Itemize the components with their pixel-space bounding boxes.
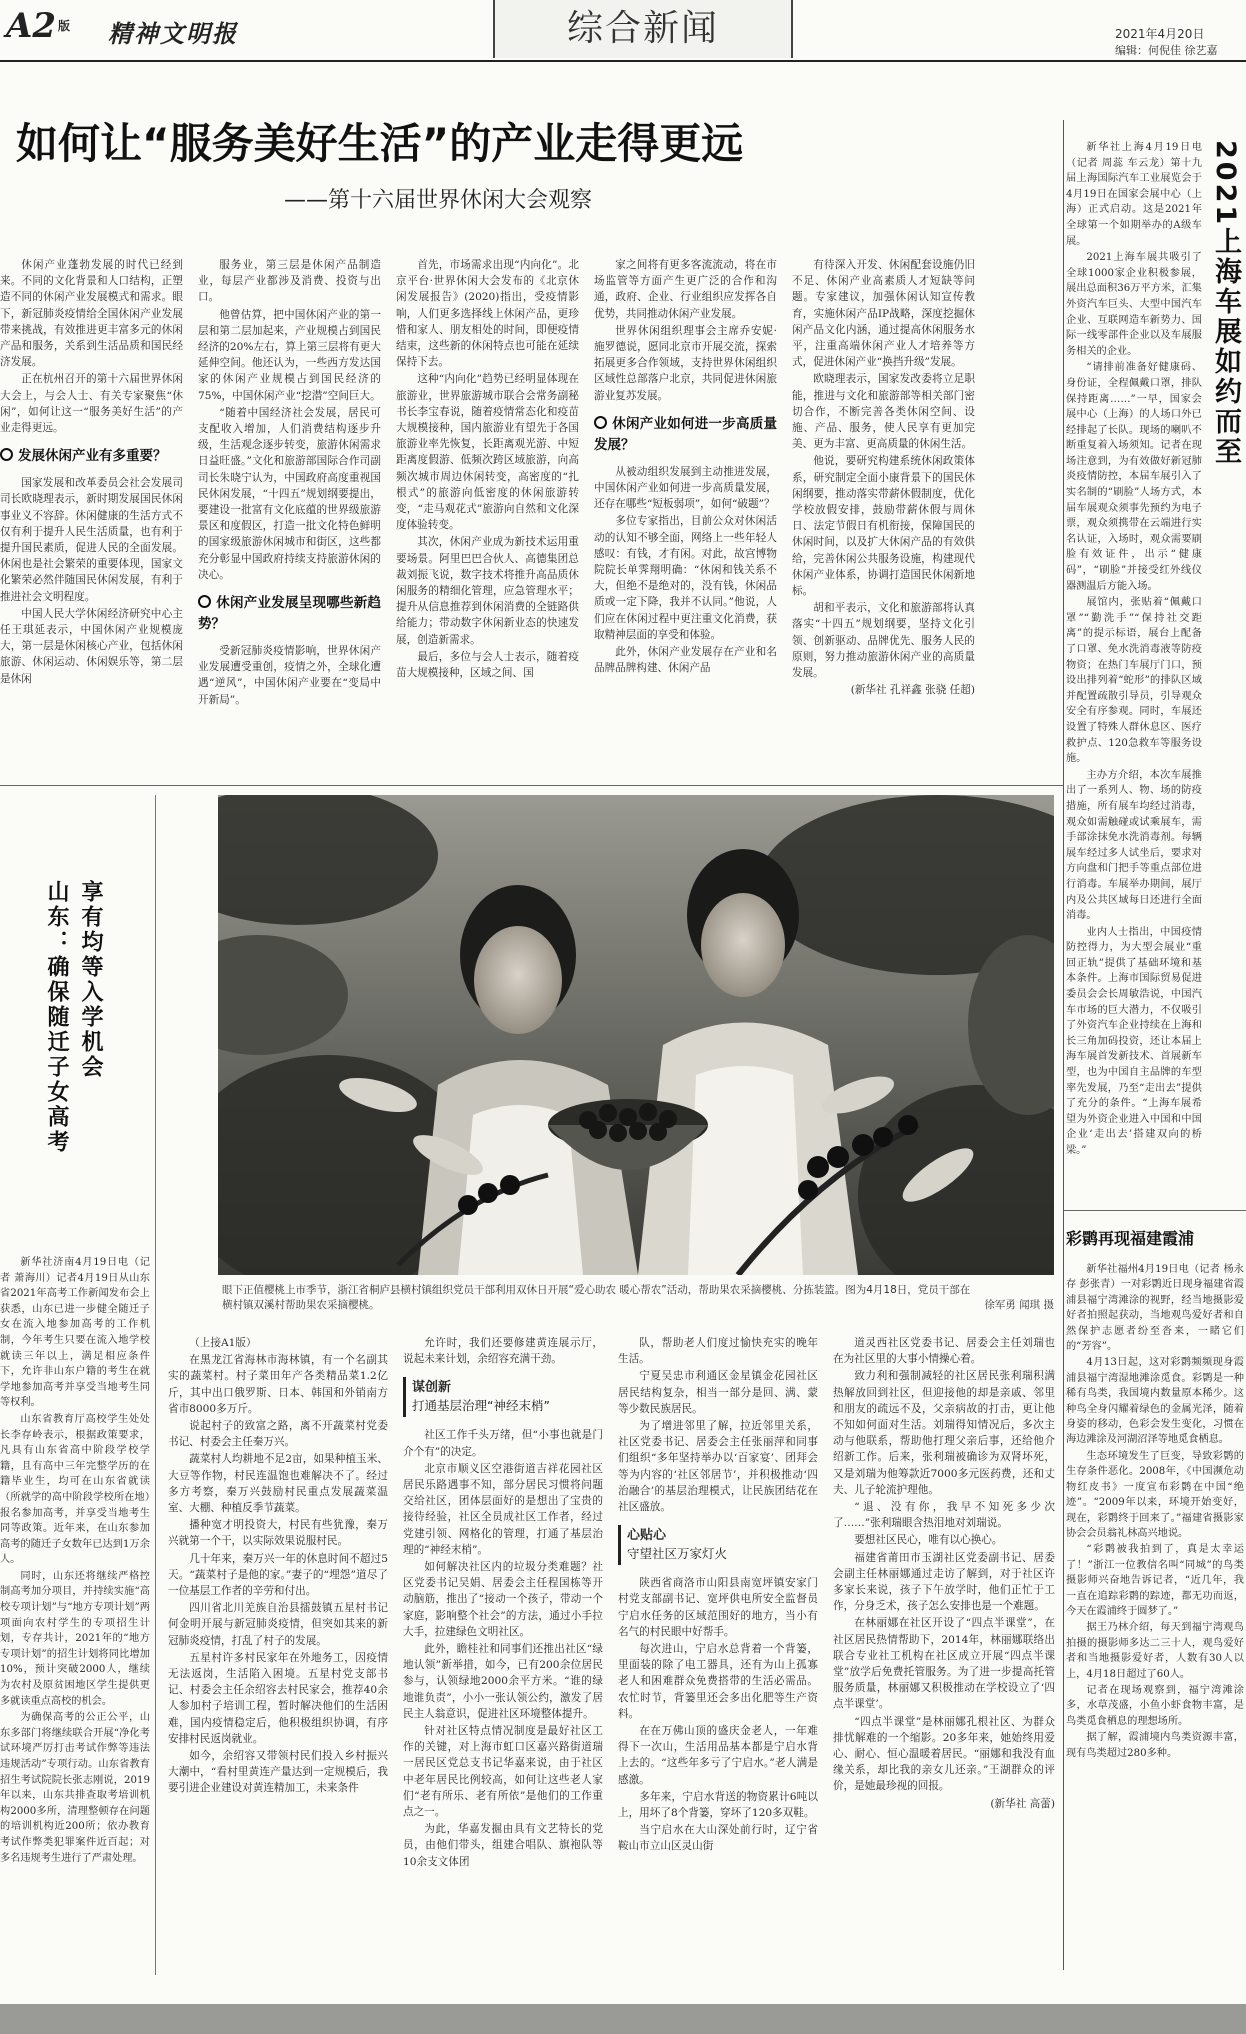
body-paragraph: 福建省莆田市玉湖社区党委副书记、居委会副主任林丽娜通过走访了解到，对于社区许多家长来说，孩子下午放学时，他们正忙于工作，分身乏术，孩子怎么安排也是一个难题。 [833,1551,1055,1613]
section-title-box [493,0,793,58]
lead-column-4 [594,257,777,777]
lower-column-4 [833,1335,1055,1985]
body-paragraph: 新华社福州4月19日电（记者 杨永存 彭张青）一对彩鹮近日现身福建省霞浦县福宁湾滩涂的视野，经当地摄影爱好者拍照起获动，当地观鸟爱好者和自然保护志愿者纷至沓来，一睹它们的“芳容”。 [1066,1264,1244,1353]
lower-sub-text-1: 打通基层治理“神经末梢” [412,1398,550,1414]
lead-bottom-rule [0,785,1063,786]
lead-column-1 [0,257,183,777]
body-paragraph: 同时，山东还将继续严格控制高考加分项目，并持续实施“高校专项计划”与“地方专项计划”两项面向农村学生的专项招生计划，专存共计，2021年的“地方专项计划”的招生计划将同比增加10%，预计突破2000人，继续为农村及原贫困地区学生提供更多就读重点高校的机会。 [0,1570,150,1707]
section-subheading: 发展休闲产业有多重要？ [0,446,183,467]
lower-byline: (新华社 高蕾) [990,1797,1055,1810]
lower-sub-label-2: 心贴心 [627,1528,667,1544]
body-paragraph: 为确保高考的公正公平，山东多部门将继续联合开展“净化考试环境严厉打击考试作弊等违法违规活动”专项行动。山东省教育招生考试院院长张志刚说，2019年以来，山东共排查取考培训机构2000多所，清理整顿存在问题的培训机构近200所；依办教育考试作弊类犯罪案件近百起；对多名违规考生进行了严肃处理。 [0,1712,150,1864]
issue-date: 2021年4月20日 [1115,27,1205,41]
body-paragraph: 新华社上海4月19日电（记者 周蕊 车云龙）第十九届上海国际汽车工业展览会于4月19日在国家会展中心（上海）正式启动。这是2021年全球第一个如期举办的A级车展。 [1066,142,1202,247]
body-paragraph: 蔬菜村人均耕地不足2亩，如果种植玉米、大豆等作物，村民连温饱也难解决不了。经过多方考察，秦万兴鼓励村民重点发展蔬菜温室、大棚、种植反季节蔬菜。 [168,1453,388,1515]
body-paragraph: 在林丽娜在社区开设了“四点半课堂”，在社区居民热情帮助下，2014年，林丽娜联络出联合专业社工机构在社区成立开展“四点半课堂”放学后免费托管服务。为了进一步提高托管服务质量，林丽娜又积极推动在学校设立了‘四点半课堂’。 [833,1617,1055,1711]
shandong-divider [155,795,156,1975]
body-paragraph: 世界休闲组织理事会主席乔安妮·施罗德说，愿同北京市开展交流，探索拓展更多合作领域，支持世界休闲组织区域性总部落户北京，共同促进休闲旅游业复苏发展。 [594,324,777,402]
editors: 编辑：何倪佳 徐艺嘉 [1115,44,1218,57]
body-paragraph: 他曾估算，把中国休闲产业的第一层和第二层加起来，产业规模占到国民经济的20%左右，算上第三层将有更大延伸空间。他还认为，一些西方发达国家的休闲产业规模占到国民经济的75%，中国休闲产业“挖潜”空间巨大。 [198,308,381,402]
body-paragraph: 受新冠肺炎疫情影响，世界休闲产业发展遭受重创，疫情之外，全球化遭遇“逆风”，中国休闲产业要在“变局中开新局”。 [198,645,381,706]
lower-sub-text-2: 守望社区万家灯火 [627,1546,728,1562]
lead-column-5 [792,257,975,777]
body-paragraph: 家之间将有更多客流流动，将在市场监管等方面产生更广泛的合作和沟通，政府、企业、行业组织应发挥各自优势，共同推动休闲产业发展。 [594,259,777,320]
bullet-ring-icon [594,416,607,429]
sidebar-divider [1063,120,1064,1970]
body-paragraph: “随着中国经济社会发展，居民可支配收入增加，人们消费结构逐步升级，生活观念逐步转变，旅游休闲需求日益旺盛。”文化和旅游部国际合作司副司长朱晓宁认为，中国政府高度重视国民休闲发展，“十四五”规划纲要提出，要建设一批富有文化底蕴的世界级旅游景区和度假区，打造一批文化特色鲜明的国家级旅游休闲城市和街区，这些都充分彰显中国政府持续支持旅游休闲的决心。 [198,406,381,581]
body-paragraph: 每次进山，宁启水总背着一个背篓，里面装的除了电工器具，还有为山上孤寡老人和困难群众免费搭带的生活必需品。农忙时节，背篓里还会多出化肥等生产资料。 [618,1643,818,1720]
body-paragraph: “退、没有你，我早不知死多少次了……”张利瑞眼含热泪地对刘瑞说。 [833,1501,1055,1530]
shandong-body [0,1255,150,1985]
body-paragraph: 如何解决社区内的垃圾分类难题？社区党委书记吴娟、居委会主任程国栋等开动脑筋，推出了“接动一个孩子，带动一个家庭，影响整个社会”的方法，通过小手拉大手，拉建绿色文明社区。 [403,1561,603,1638]
lower-column-1 [168,1335,388,1985]
photo-caption: 眼下正值樱桃上市季节，浙江省桐庐县横村镇组织党员干部利用双休日开展“爱心助农 暖心帮农”活动，帮助果农采摘樱桃、分拣装篮。图为4月18日，党员干部在横村镇双溪村帮助果农采摘樱桃。 [222,1284,971,1311]
lead-column-2 [198,257,381,777]
shandong-headline-line1: 享有均等入学机会 [78,880,103,1080]
body-paragraph: 欧晓理表示，国家发改委将立足职能，推进与文化和旅游部等相关部门密切合作，不断完善各类休闲空间、设施、产品、服务，使人民享有更加完美、更为丰富、更高质量的休闲生活。 [792,373,975,451]
body-paragraph: 当宁启水在大山深处前行时，辽宁省鞍山市立山区灵山街 [618,1824,818,1853]
sidebar-split-rule [1064,1210,1246,1211]
body-paragraph: 播种宽才明投资大，村民有些犹豫，秦万兴就第一个干，以实际效果说服村民。 [168,1519,388,1548]
body-paragraph: 业内人士指出，中国疫情防控得力，为大型会展业“重回正轨”提供了基础环境和基本条件。上海市国际贸易促进委员会会长周敏浩说，中国汽车市场的巨大潜力，不仅吸引了外资汽车企业持续在上海和长三角加码投资，还让本届上海车展首发新技术、首展新车型，也为中国自主品牌的车型率先发展，乃至“走出去”提供了充分的条件。“上海车展希望为外资企业进入中国和中国企业‘走出去’搭建双向的桥梁。” [1066,926,1202,1156]
lower-sub-head-2 [618,1525,818,1565]
body-paragraph: 为此，华嘉发掘由具有文艺特长的党员，由他们带头，组建合唱队、旗袍队等10余支文体团 [403,1823,603,1868]
bullet-ring-icon [0,448,13,461]
sidebar-bird-headline: 彩鹮再现福建霞浦 [1066,1229,1195,1248]
lower-sub-head-1 [403,1377,603,1417]
body-paragraph: 道灵西社区党委书记、居委会主任刘瑞也在为社区里的大事小情操心着。 [833,1337,1055,1366]
body-paragraph: 为了增进邻里了解，拉近邻里关系，社区党委书记、居委会主任张丽萍和同事们组织“多年坚持举办以‘百家宴’、团拜会等为内容的‘社区邻居节’，并积极推动‘四治融合’的基层治理模式，让民族团结花在社区盛放。 [618,1420,818,1514]
lower-column-2 [403,1335,603,1985]
lead-headline: 如何让“服务美好生活”的产业走得更远 [16,119,744,168]
body-paragraph: 新华社济南4月19日电（记者 萧海川）记者4月19日从山东省2021年高考工作新闻发布会上获悉，山东已进一步健全随迁子女在流入地参加高考的工作机制，今年考生只要在流入地学校就读三年以上，满足相应条件下，允许非山东户籍的考生在就学地参加高考并享受当地考生同等权利。 [0,1257,150,1409]
body-paragraph: 说起村子的致富之路，离不开蔬菜村党委书记、村委会主任秦万兴。 [168,1420,388,1449]
body-paragraph: 社区工作千头万绪，但“小事也就是门介个有”的决定。 [403,1429,603,1458]
body-paragraph: 胡和平表示，文化和旅游部将认真落实“十四五”规划纲要，坚持文化引领、创新驱动、品牌优先、服务人民的原则，努力推动旅游休闲产业的高质量发展。 [792,602,975,680]
body-paragraph: 从被动组织发展到主动推进发展，中国休闲产业如何进一步高质量发展，还存在哪些“短板弱项”，如何“破题”？ [594,465,777,511]
body-paragraph: 首先，市场需求出现“内向化”。北京平台·世界休闲大会发布的《北京休闲发展报告》(2020)指出，受疫情影响，人们更多选择线上休闲产品，更珍惜和家人、朋友相处的时间，即便疫情结束，这些新的休闲特点也可能在延续保持下去。 [396,259,579,369]
lower-column-3 [618,1335,818,1985]
body-paragraph: 陕西省商洛市山阳县南宽坪镇安家门村党支部副书记、宽坪供电所安全监督员宁启水任务的区域范围好的地方，当小有名气的村民眼中好帮手。 [618,1577,818,1638]
sidebar-auto-body [1066,140,1202,1210]
body-paragraph: 据了解，霞浦境内鸟类资源丰富，现有鸟类超过280多种。 [1066,1732,1244,1759]
body-paragraph: 其次，休闲产业成为新技术运用重要场景。阿里巴巴合伙人、高德集团总裁刘振飞说，数字技术将推升高品质休闲服务的精细化管理，应急管理水平；提升从信息推荐到休闲消费的全链路供给能力；带动数字休闲新业态的快速发展，创造新需求。 [396,536,579,646]
section-title: 综合新闻 [566,8,719,49]
body-paragraph: 4月13日起，这对彩鹮频频现身霞浦县福宁湾湿地滩涂觅食。彩鹮是一种稀有鸟类，我国境内数量原本稀少。这种鸟全身闪耀着绿色的金属光泽，随着身姿的移动，色彩会发生变化，习惯在海边滩涂及河湖沼泽等地觅食栖息。 [1066,1357,1244,1446]
body-paragraph: 四川省北川羌族自治县擂鼓镇五星村书记何金明开展与新冠肺炎疫情，但突如其来的新冠肺炎疫情，打乱了村子的发展。 [168,1602,388,1647]
lead-column-3 [396,257,579,777]
body-paragraph: 2021上海车展共吸引了全球1000家企业积极参展，展出总面积36万平方米，汇集外资汽车巨头、大型中国汽车企业、互联网造车新势力、国际一线零部件企业以及车展服务相关的企业。 [1066,252,1202,357]
body-paragraph: 针对社区特点情况制度是最好社区工作的关键，对上海市虹口区嘉兴路街道瑞一居民区党总支书记华嘉来说，由于社区中老年居民比例较高，如何让这些老人家们“老有所乐、老有所依”是他们的工作重点之一。 [403,1725,603,1819]
body-paragraph: 展馆内，张贴着“佩戴口罩”“勤洗手”“保持社交距离”的提示标语，展台上配备了口罩、免水洗消毒液等防疫物资；在热门车展厅门口，预设出排列着“蛇形”的排队区域并配置疏散引导员，引导观众安全有序参观。同时，车展还设置了特殊人群休息区、医疗救护点、120急救车等服务设施。 [1066,597,1202,765]
lower-sub-label-1: 谋创新 [412,1380,452,1396]
body-paragraph: 主办方介绍，本次车展推出了一系列人、物、场的防疫措施，所有展车均经过消毒，观众如需触碰或试乘展车，需手部涂抹免水洗消毒剂。每辆展车经过多人试坐后，要求对方向盘和门把手等重点部位进行消毒。车展举办期间，展厅内及公共区域每日还进行全面消毒。 [1066,769,1202,922]
body-paragraph: 有待深入开发、休闲配套设施仍旧不足、休闲产业高素质人才短缺等问题。专家建议，加强休闲认知宣传教育，实施休闲产品IP战略，深度挖掘休闲产品文化内涵，通过提高休闲服务水平，注重高端休闲产业人才培养等方式，促进休闲产业“换挡升级”发展。 [792,259,975,369]
bullet-ring-icon [198,595,211,608]
body-paragraph: 此外，瞻桂社和同事们还推出社区“绿地认领”新举措，如今，已有200余位居民参与，认领绿地2000余平方米。“谁的绿地谁负责”，小小一张认领公约，激发了居民主人翁意识，促进社区环境整体提升。 [403,1643,603,1720]
body-paragraph: 允许时，我们还要修建黄连展示厅，说起未来计划，余绍容充满干劲。 [403,1337,603,1366]
body-paragraph: 正在杭州召开的第十六届世界休闲大会上，与会人士、有关专家聚焦“休闲”，如何让这一“服务美好生活”的产业走得更远。 [0,373,183,435]
body-paragraph: 这种“内向化”趋势已经明显体现在旅游业，世界旅游城市联合会常务副秘书长李宝春说，随着疫情常态化和疫苗大规模接种，国内旅游业有望先于各国旅游业率先恢复，长距离观光游、中短距离度假游、低频次跨区域旅游，向高频次城市周边休闲转变，高密度的“扎根式”的旅游向低密度的休闲旅游转变，“走马观花式”旅游向自然和文化深度体验转变。 [396,373,579,532]
body-paragraph: 中国人民大学休闲经济研究中心主任王琪延表示，中国休闲产业规模庞大，第一层是休闲核心产业，包括休闲旅游、休闲运动、休闲娱乐等，第二层是休闲 [0,607,183,685]
photo-image [218,795,1054,1275]
section-subheading: 休闲产业发展呈现哪些新趋势？ [198,595,381,633]
photo-cherry-picking [218,795,1054,1275]
body-paragraph: 服务业，第三层是休闲产品制造业，每层产业都涉及消费、投资与出口。 [198,259,381,304]
body-paragraph: 此外，休闲产业发展存在产业和名品牌品牌构建、休闲产品 [594,646,777,675]
paper-name: 精神文明报 [108,19,238,48]
body-paragraph: 致力利和强制减轻的社区居民张利瑞积满热解放回到社区，但迎接他的却是亲戚、邻里和朋友的疏远不及，父亲病故的打击，更让他不知如何面对生活。刘瑞得知情况后，多次主动与他联系，帮助他打理父亲后事，还给他介绍新工作。后来，张利瑞被确诊为双肾坏死，又是刘瑞为他筹款近7000多元医药费，还和丈夫、儿子轮流护理他。 [833,1370,1055,1496]
body-paragraph: 生态环境发生了巨变，导致彩鹮的生存条件恶化。2008年，《中国濒危动物红皮书》一度宣布彩鹮在中国“绝迹”。“2009年以来，环境开始变好，现在，彩鹮终于回来了。”福建省摄影家协会会员翁礼林高兴地说。 [1066,1450,1244,1539]
lead-subtitle: ——第十六届世界休闲大会观察 [284,188,593,213]
body-paragraph: 他说，要研究构建系统休闲政策体系，研究制定全面小康背景下的国民休闲纲要，推动落实带薪休假制度，优化学校放假安排，鼓励带薪休假与周休日、法定节假日有机衔接，保障国民的休闲时间，以及扩大休闲产品的有效供给，完善休闲公共服务设施，构建现代休闲产业体系，协调打造国民休闲新地标。 [792,455,975,598]
body-paragraph: “四点半课堂”是林丽娜孔根社区、为群众排忧解难的一个缩影。20多年来，她始终用爱心、耐心、恒心温暖着居民。“丽娜和我没有血缘关系，却比我的亲女儿还亲。”王湖群众的评价，是她最珍视的回报。 [833,1715,1055,1793]
body-paragraph: 多位专家指出，目前公众对休闲活动的认知不够全面，网络上一些年轻人感叹：有钱，才有闲。对此，故宫博物院院长单霁翔明确：“休闲和钱关系不大，但绝不是绝对的，没有钱，休闲品质或一定下降，我并不认同。”他说，人们应在休闲过程中更注重文化消费，获取精神层面的享受和体验。 [594,515,777,641]
body-paragraph: 在黑龙江省海林市海林镇，有一个名副其实的蔬菜村。村子菜田年产各类精品菜1.2亿斤，其中出口俄罗斯、日本、韩国和外销南方省市8000多万斤。 [168,1354,388,1415]
body-paragraph: 几十年来，秦万兴一年的休息时间不超过5天。“蔬菜村子是他的家。”妻子的“埋怨”道尽了一位基层工作者的辛劳和付出。 [168,1552,388,1598]
page-bottom-band [0,2004,1246,2034]
sidebar-auto-headline: 2021上海车展如约而至 [1210,140,1241,468]
body-paragraph: 据王乃林介绍，每天到福宁湾观鸟拍摄的摄影师多达二三十人，观鸟爱好者和当地摄影爱好者，人数有30人以上，4月18日超过了60人。 [1066,1622,1244,1680]
body-paragraph: 记者在现场观察到，福宁湾滩涂多，水草茂盛，小鱼小虾食物丰富，是鸟类觅食栖息的理想场所。 [1066,1684,1244,1727]
body-paragraph: 山东省教育厅高校学生处处长李存岭表示，根据政策要求，凡具有山东省高中阶段学校学籍，且有高中三年完整学历的在籍毕业生，均可在山东省就读（所就学的高中阶段学校所在地）报名参加高考，并享受当地考生同等政策。近年来，在山东参加高考的随迁子女数年已达到1万余人。 [0,1413,150,1566]
body-paragraph: 多年来，宁启水背送的物资累计6吨以上，用坏了8个背篓，穿坏了120多双鞋。 [618,1790,818,1820]
lead-byline: (新华社 孔祥鑫 张骁 任超) [850,684,975,697]
body-paragraph: 国家发展和改革委员会社会发展司司长欧晓理表示，新时期发展国民休闲事业义不容辞。休闲健康的生活方式不仅有利于提升人民生活质量，也有利于提升国民素质，促进人民的全面发展。休闲也是社会繁荣的重要体现，国家文化繁荣必然伴随国民休闲发展，有利于推进社会文明程度。 [0,477,183,603]
photo-credit: 徐军勇 闻琪 摄 [984,1299,1054,1311]
shandong-headline-line2: 山东：确保随迁子女高考 [44,880,69,1155]
page-number: A2 版 [6,6,71,46]
body-paragraph: 北京市顺义区空港街道吉祥花园社区居民乐路遇事不知，部分居民习惯将问题交给社区，团体层面好的是想出了宝贵的接待经验，社区全员成社区工作者，经过党建引领、网格化的管理，打通了基层治理的“神经末梢”。 [403,1462,603,1556]
body-paragraph: （上接A1版） [189,1337,257,1349]
body-paragraph: “彩鹮被我拍到了，真是太幸运了！”浙江一位教信名叫“同城”的鸟类摄影师兴奋地告诉记者，“近几年，我一直在追踪彩鹮的踪迹，都无功而返，今天在霞浦终于圆梦了。” [1066,1544,1244,1617]
body-paragraph: 队，帮助老人们度过愉快充实的晚年生活。 [618,1337,818,1366]
body-paragraph: 五星村许多村民家年在外地务工，因疫情无法返岗，生活陷入困境。五星村党支部书记、村委会主任余绍容去村民家会，推荐40余人参加村子培训工程，暂时解决他们的生活困难，国内疫情稳定后，他积极组织协调，有序安排村民返岗就业。 [168,1651,388,1745]
masthead-rule [0,60,1246,62]
body-paragraph: 休闲产业蓬勃发展的时代已经到来。不同的文化背景和人口结构，正塑造不同的休闲产业发展模式和需求。眼下，新冠肺炎疫情给全国休闲产业发展带来挑战，有效推进更丰富多元的休闲产品和服务，关系到生活品质和国民经济发展。 [0,259,183,369]
masthead [0,0,1246,60]
body-paragraph: 宁夏吴忠市利通区金星镇金花园社区居民结构复杂，相当一部分是回、满、蒙等少数民族居民。 [618,1370,818,1415]
section-subheading: 休闲产业如何进一步高质量发展？ [594,415,777,453]
body-paragraph: 在在万佛山顶的盛庆金老人，一年难得下一次山，生活用品基本都是宁启水背上去的。“这些年多亏了宁启水。”老人满是感激。 [618,1725,818,1786]
body-paragraph: 最后，多位与会人士表示，随着疫苗大规模接种，区域之间、国 [396,650,579,680]
body-paragraph: “请排前准备好健康码、身份证，全程佩戴口罩，排队保持距离……”一早，国家会展中心（上海）的人场口外已经排起了长队。现场的喇叭不断重复着入场须知。记者在现场注意到，为有效做好新冠肺炎疫情防控，本届车展引入了实名制的“刷脸”人场方式，本届车展观众须事先预约为电子票，观众须携带在云端进行实名认证，入场时，观众需要刷脸有效证件，出示“健康码”，“刷脸”并接受红外线仪器测温后方能入场。 [1066,362,1202,592]
sidebar-bird-body [1066,1262,1244,1972]
body-paragraph: 如今，余绍容又带领村民们投入乡村振兴大潮中，“看村里黄连产量达到一定规模后，我要引进企业建设对黄连精加工，未来条件 [168,1750,388,1795]
body-paragraph: 要想社区民心，唯有以心换心。 [854,1534,1003,1547]
